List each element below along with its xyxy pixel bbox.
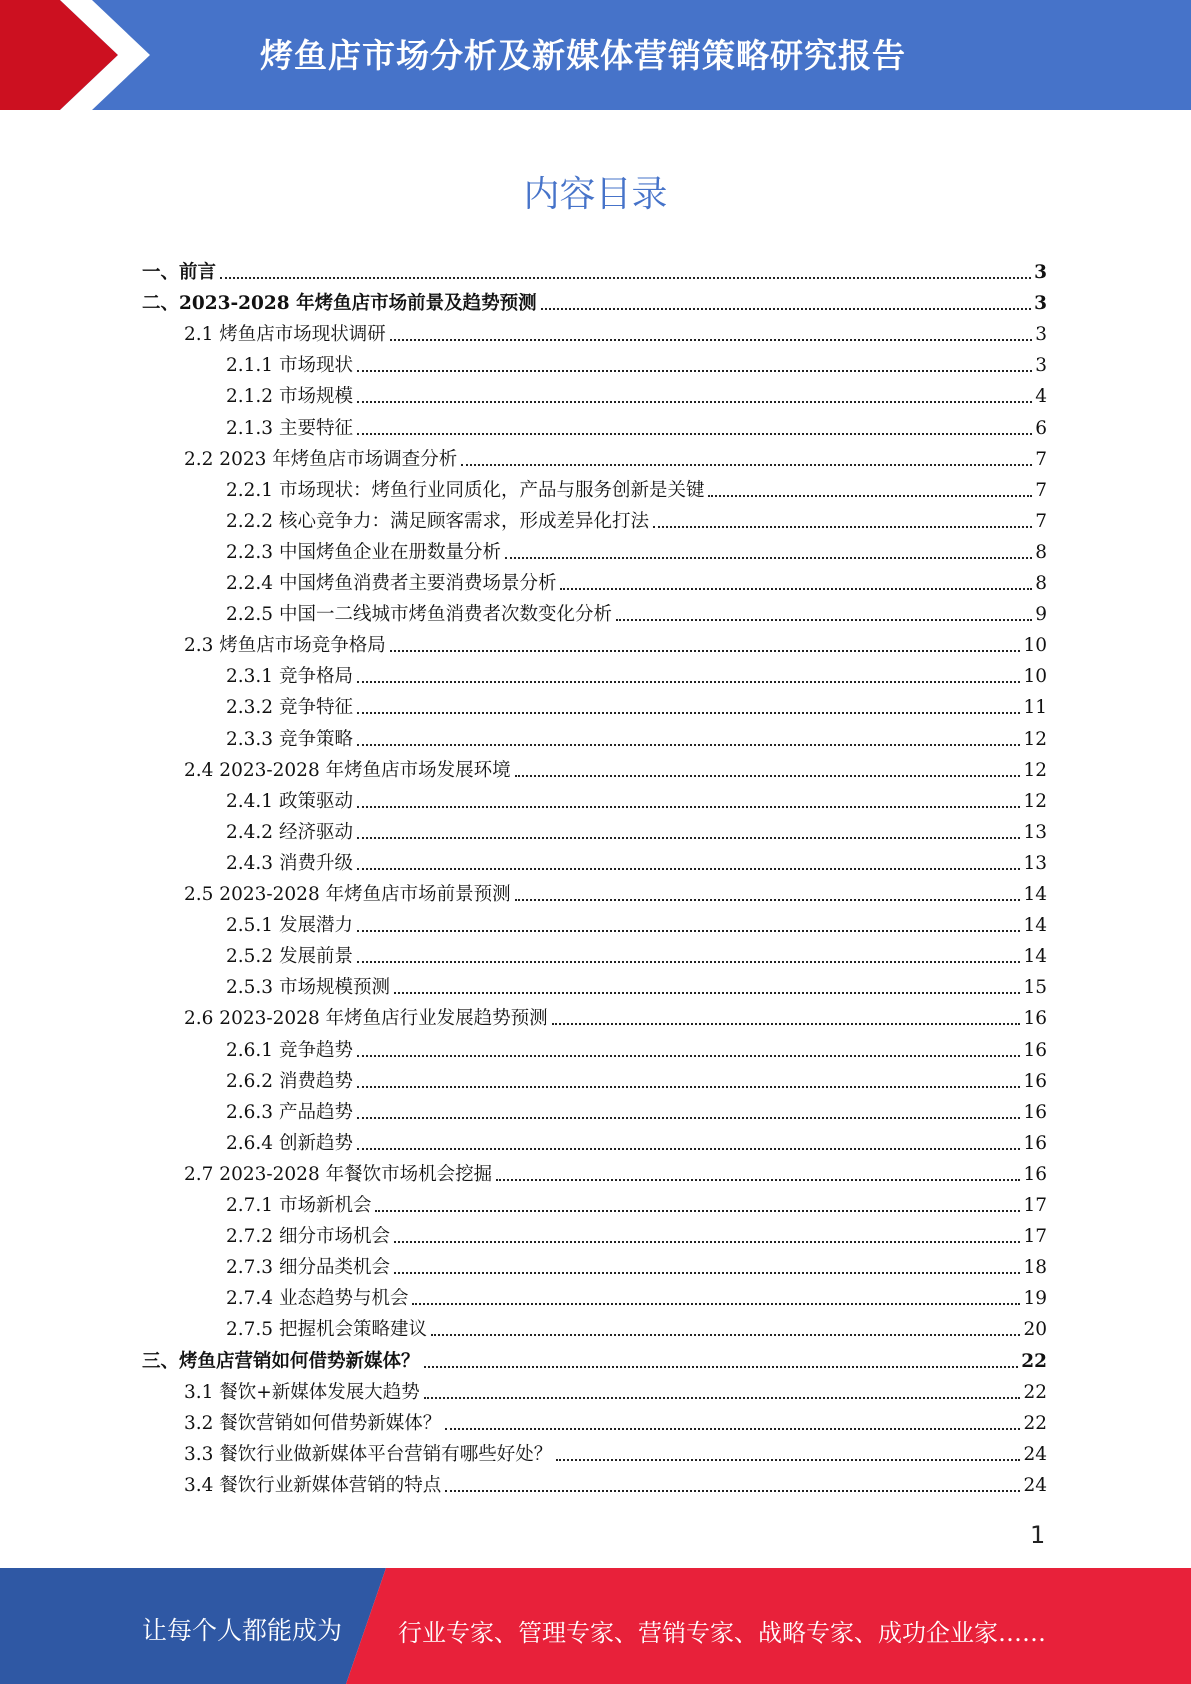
toc-entry-label: 2.3.2 竞争特征: [226, 697, 353, 718]
toc-entry-label: 2.5.1 发展潜力: [226, 915, 353, 936]
toc-entry-label: 2.6.2 消费趋势: [226, 1071, 353, 1092]
toc-entry-page: 7: [1035, 449, 1047, 470]
toc-entry-page: 16: [1023, 1102, 1047, 1123]
toc-dot-leader: [515, 899, 1021, 901]
toc-entry[interactable]: [226, 1217, 1047, 1248]
toc-heading: 内容目录: [523, 174, 668, 215]
toc-entry-page: 22: [1021, 1351, 1047, 1372]
toc-entry-label: 2.1 烤鱼店市场现状调研: [184, 324, 386, 345]
toc-entry-page: 16: [1023, 1040, 1047, 1061]
toc-entry[interactable]: [184, 315, 1047, 346]
toc-entry-label: 2.6 2023-2028 年烤鱼店行业发展趋势预测: [184, 1008, 548, 1029]
footer-slogan-right: 行业专家、管理专家、营销专家、战略专家、成功企业家……: [398, 1619, 1046, 1647]
toc-entry-page: 16: [1023, 1164, 1047, 1185]
toc-entry[interactable]: [142, 1342, 1047, 1373]
toc-entry-label: 2.2.4 中国烤鱼消费者主要消费场景分析: [226, 573, 557, 594]
toc-entry-label: 2.2 2023 年烤鱼店市场调查分析: [184, 449, 458, 470]
toc-dot-leader: [390, 650, 1021, 652]
toc-dot-leader: [560, 588, 1032, 590]
toc-entry-label: 2.3.3 竞争策略: [226, 729, 353, 750]
toc-dot-leader: [357, 1117, 1021, 1119]
toc-entry-label: 2.6.4 创新趋势: [226, 1133, 353, 1154]
toc-dot-leader: [357, 681, 1021, 683]
toc-dot-leader: [394, 1272, 1020, 1274]
toc-dot-leader: [708, 495, 1032, 497]
toc-entry-page: 17: [1023, 1226, 1047, 1247]
toc-entry-page: 13: [1023, 822, 1047, 843]
toc-entry-label: 2.6.3 产品趋势: [226, 1102, 353, 1123]
toc-dot-leader: [357, 744, 1021, 746]
toc-entry-page: 11: [1023, 697, 1047, 718]
toc-entry-label: 2.4.2 经济驱动: [226, 822, 353, 843]
toc-dot-leader: [357, 370, 1032, 372]
toc-dot-leader: [357, 1055, 1021, 1057]
toc-entry-label: 2.1.1 市场现状: [226, 355, 353, 376]
toc-entry-label: 2.2.5 中国一二线城市烤鱼消费者次数变化分析: [226, 604, 612, 625]
toc-entry-label: 2.7.4 业态趋势与机会: [226, 1288, 409, 1309]
toc-entry-label: 2.7 2023-2028 年餐饮市场机会挖掘: [184, 1164, 493, 1185]
toc-entry[interactable]: [142, 253, 1047, 284]
toc-dot-leader: [394, 1241, 1020, 1243]
toc-entry-label: 2.2.1 市场现状：烤鱼行业同质化，产品与服务创新是关键: [226, 480, 705, 501]
toc-entry[interactable]: [184, 1466, 1047, 1497]
toc-entry-label: 2.7.2 细分市场机会: [226, 1226, 390, 1247]
toc-dot-leader: [375, 1210, 1020, 1212]
toc-entry[interactable]: [184, 440, 1047, 471]
toc-entry-page: 9: [1035, 604, 1047, 625]
toc-dot-leader: [445, 1490, 1020, 1492]
toc-entry-label: 3.3 餐饮行业做新媒体平台营销有哪些好处？: [184, 1444, 553, 1465]
toc-entry[interactable]: [184, 875, 1047, 906]
toc-entry-label: 2.4.3 消费升级: [226, 853, 353, 874]
toc-entry-page: 3: [1034, 262, 1047, 283]
toc-entry[interactable]: [226, 782, 1047, 813]
toc-entry-page: 7: [1035, 511, 1047, 532]
toc-entry-label: 三、烤鱼店营销如何借势新媒体？: [142, 1351, 420, 1372]
toc-entry[interactable]: [226, 409, 1047, 440]
toc-dot-leader: [412, 1303, 1020, 1305]
toc-entry-page: 14: [1023, 915, 1047, 936]
toc-entry-page: 24: [1023, 1444, 1047, 1465]
toc-dot-leader: [424, 1397, 1021, 1399]
toc-dot-leader: [357, 1148, 1021, 1150]
toc-dot-leader: [357, 930, 1021, 932]
toc-dot-leader: [357, 837, 1021, 839]
toc-entry-page: 12: [1023, 791, 1047, 812]
toc-entry[interactable]: [226, 346, 1047, 377]
toc-entry-page: 19: [1023, 1288, 1047, 1309]
toc-dot-leader: [505, 557, 1032, 559]
toc-entry-page: 22: [1023, 1382, 1047, 1403]
toc-entry[interactable]: [226, 688, 1047, 719]
toc-dot-leader: [616, 619, 1032, 621]
toc-entry[interactable]: [226, 1310, 1047, 1341]
toc-entry-label: 2.3.1 竞争格局: [226, 666, 353, 687]
report-title: 烤鱼店市场分析及新媒体营销策略研究报告: [260, 36, 906, 75]
toc-dot-leader: [424, 1366, 1019, 1368]
toc-entry[interactable]: [184, 999, 1047, 1030]
toc-entry-page: 3: [1034, 293, 1047, 314]
toc-entry[interactable]: [142, 284, 1047, 315]
toc-entry-page: 12: [1023, 760, 1047, 781]
toc-entry-label: 二、2023-2028 年烤鱼店市场前景及趋势预测: [142, 293, 537, 314]
toc-entry-page: 18: [1023, 1257, 1047, 1278]
toc-dot-leader: [357, 868, 1021, 870]
toc-entry-label: 2.4 2023-2028 年烤鱼店市场发展环境: [184, 760, 511, 781]
toc-entry-label: 2.3 烤鱼店市场竞争格局: [184, 635, 386, 656]
toc-entry-page: 15: [1023, 977, 1047, 998]
toc-entry[interactable]: [184, 751, 1047, 782]
toc-entry[interactable]: [226, 533, 1047, 564]
toc-entry-label: 2.5.3 市场规模预测: [226, 977, 390, 998]
toc-entry[interactable]: [184, 1435, 1047, 1466]
toc-dot-leader: [357, 806, 1021, 808]
toc-entry-page: 16: [1023, 1008, 1047, 1029]
toc-entry[interactable]: [184, 1373, 1047, 1404]
toc-entry[interactable]: [226, 720, 1047, 751]
page-number: 1: [1030, 1521, 1046, 1549]
toc-entry-page: 10: [1023, 635, 1047, 656]
toc-entry-page: 16: [1023, 1071, 1047, 1092]
toc-entry-page: 22: [1023, 1413, 1047, 1434]
toc-entry-label: 一、前言: [142, 262, 217, 283]
toc-entry[interactable]: [226, 377, 1047, 408]
toc-entry-page: 14: [1023, 946, 1047, 967]
toc-dot-leader: [431, 1334, 1020, 1336]
footer-slogan-left: 让每个人都能成为: [142, 1616, 343, 1645]
toc-entry[interactable]: [226, 937, 1047, 968]
toc-entry-page: 3: [1035, 355, 1047, 376]
toc-entry-label: 2.7.5 把握机会策略建议: [226, 1319, 427, 1340]
toc-entry[interactable]: [226, 1062, 1047, 1093]
toc-entry[interactable]: [226, 813, 1047, 844]
toc-entry-label: 2.5 2023-2028 年烤鱼店市场前景预测: [184, 884, 511, 905]
toc-entry[interactable]: [226, 1248, 1047, 1279]
toc-dot-leader: [445, 1428, 1020, 1430]
toc-entry[interactable]: [226, 1031, 1047, 1062]
toc-entry-label: 2.1.3 主要特征: [226, 418, 353, 439]
toc-entry-page: 24: [1023, 1475, 1047, 1496]
toc-entry-label: 2.2.2 核心竞争力：满足顾客需求，形成差异化打法: [226, 511, 649, 532]
toc-entry-page: 4: [1035, 386, 1047, 407]
toc-entry[interactable]: [226, 657, 1047, 688]
footer-banner: [0, 1568, 1191, 1684]
toc-entry-page: 10: [1023, 666, 1047, 687]
toc-entry-page: 12: [1023, 729, 1047, 750]
toc-entry[interactable]: [226, 564, 1047, 595]
toc-entry[interactable]: [184, 1155, 1047, 1186]
toc-dot-leader: [653, 526, 1032, 528]
toc-dot-leader: [496, 1179, 1020, 1181]
toc-entry-page: 13: [1023, 853, 1047, 874]
toc-dot-leader: [552, 1023, 1021, 1025]
header-banner: [0, 0, 1191, 110]
toc-entry[interactable]: [226, 844, 1047, 875]
toc-entry-label: 2.4.1 政策驱动: [226, 791, 353, 812]
toc-entry-page: 14: [1023, 884, 1047, 905]
toc-entry-label: 2.2.3 中国烤鱼企业在册数量分析: [226, 542, 501, 563]
toc-dot-leader: [390, 339, 1032, 341]
toc-entry-label: 2.6.1 竞争趋势: [226, 1040, 353, 1061]
toc-entry-page: 8: [1035, 542, 1047, 563]
toc-entry[interactable]: [226, 502, 1047, 533]
toc-entry[interactable]: [184, 626, 1047, 657]
toc-dot-leader: [541, 308, 1032, 310]
toc-entry[interactable]: [226, 906, 1047, 937]
toc-entry-label: 3.2 餐饮营销如何借势新媒体？: [184, 1413, 442, 1434]
toc-entry-page: 8: [1035, 573, 1047, 594]
toc-entry-page: 7: [1035, 480, 1047, 501]
toc-entry-page: 6: [1035, 418, 1047, 439]
toc-dot-leader: [357, 712, 1021, 714]
toc-dot-leader: [461, 464, 1032, 466]
toc-dot-leader: [357, 401, 1032, 403]
toc-entry-label: 2.7.3 细分品类机会: [226, 1257, 390, 1278]
toc-entry-label: 3.4 餐饮行业新媒体营销的特点: [184, 1475, 442, 1496]
toc-entry-label: 2.1.2 市场规模: [226, 386, 353, 407]
toc-dot-leader: [394, 992, 1020, 994]
toc-dot-leader: [515, 775, 1021, 777]
toc-entry[interactable]: [226, 1124, 1047, 1155]
toc-entry-page: 17: [1023, 1195, 1047, 1216]
toc-dot-leader: [220, 277, 1031, 279]
toc-entry-label: 2.7.1 市场新机会: [226, 1195, 372, 1216]
toc-dot-leader: [357, 433, 1032, 435]
toc-entry-page: 20: [1023, 1319, 1047, 1340]
toc-entry[interactable]: [184, 1404, 1047, 1435]
toc-entry[interactable]: [226, 1093, 1047, 1124]
toc-entry[interactable]: [226, 1186, 1047, 1217]
toc-entry-label: 3.1 餐饮+新媒体发展大趋势: [184, 1382, 420, 1403]
toc-entry[interactable]: [226, 595, 1047, 626]
toc-entry-label: 2.5.2 发展前景: [226, 946, 353, 967]
toc-entry[interactable]: [226, 1279, 1047, 1310]
toc-entry[interactable]: [226, 968, 1047, 999]
toc-dot-leader: [556, 1459, 1020, 1461]
toc-entry[interactable]: [226, 471, 1047, 502]
toc-dot-leader: [357, 961, 1021, 963]
toc-dot-leader: [357, 1086, 1021, 1088]
toc-entry-page: 3: [1035, 324, 1047, 345]
toc-entry-page: 16: [1023, 1133, 1047, 1154]
